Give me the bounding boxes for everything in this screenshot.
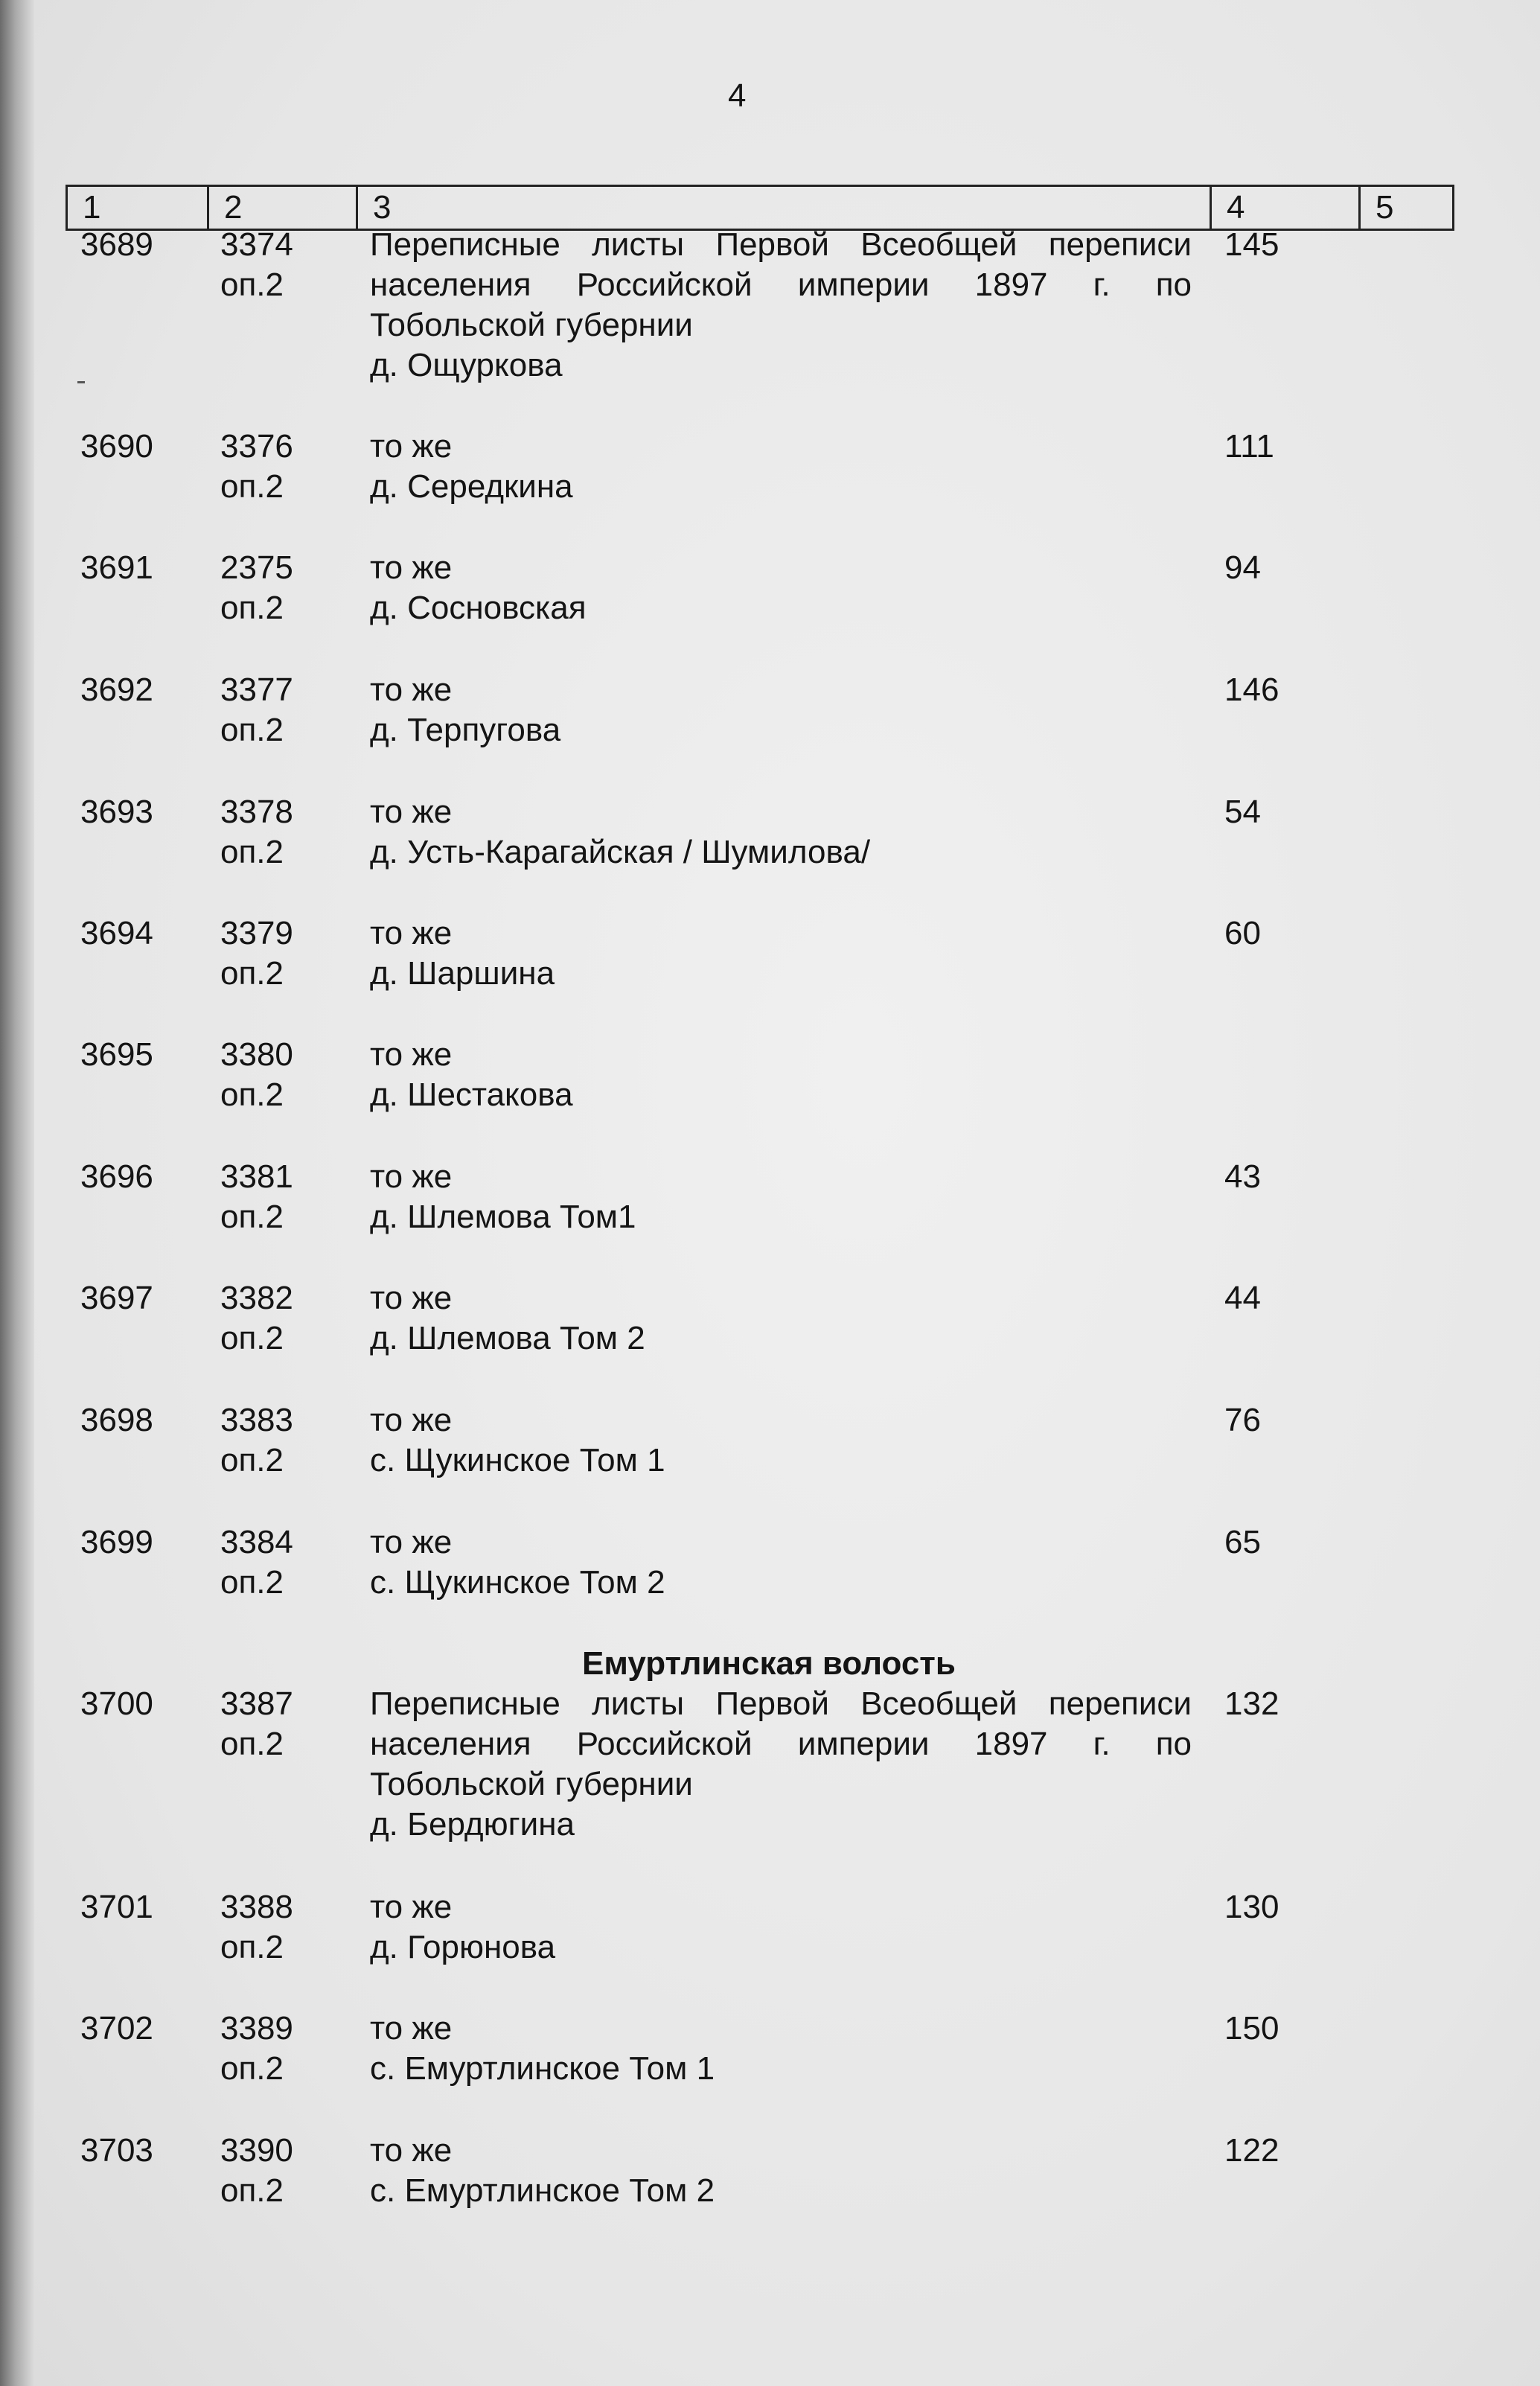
row-number: 3693 — [80, 794, 153, 830]
column-header-4: 4 — [1212, 187, 1361, 229]
description-line: населения Российской империи 1897 г. по — [370, 267, 1192, 303]
sheet-count: 150 — [1224, 2010, 1279, 2047]
storage-unit: 3379 — [220, 915, 293, 951]
inventory: оп.2 — [220, 834, 284, 870]
place-name: д. Шлемова Том 2 — [370, 1320, 645, 1356]
sheet-count: 60 — [1224, 915, 1261, 951]
column-header-3: 3 — [358, 187, 1212, 229]
same-as-above: то же — [370, 2010, 453, 2047]
inventory: оп.2 — [220, 468, 284, 505]
description-line: Тобольской губернии — [370, 1766, 693, 1802]
sheet-count: 94 — [1224, 549, 1261, 586]
same-as-above: то же — [370, 2132, 453, 2169]
place-name: д. Терпугова — [370, 712, 561, 748]
row-number: 3699 — [80, 1524, 153, 1560]
same-as-above: то же — [370, 1889, 453, 1925]
inventory: оп.2 — [220, 267, 284, 303]
inventory: оп.2 — [220, 1929, 284, 1965]
place-name: д. Бердюгина — [370, 1806, 575, 1843]
page-number: 4 — [728, 77, 747, 114]
sheet-count: 54 — [1224, 794, 1261, 830]
row-number: 3695 — [80, 1036, 153, 1073]
inventory: оп.2 — [220, 590, 284, 626]
same-as-above: то же — [370, 915, 453, 951]
same-as-above: то же — [370, 428, 453, 465]
row-number: 3690 — [80, 428, 153, 465]
storage-unit: 3382 — [220, 1280, 293, 1316]
storage-unit: 3390 — [220, 2132, 293, 2169]
place-name: д. Ощуркова — [370, 347, 563, 383]
inventory: оп.2 — [220, 1726, 284, 1762]
sheet-count: 44 — [1224, 1280, 1261, 1316]
row-number: 3692 — [80, 672, 153, 708]
sheet-count: 132 — [1224, 1685, 1279, 1722]
row-number: 3703 — [80, 2132, 153, 2169]
sheet-count: 130 — [1224, 1889, 1279, 1925]
place-name: д. Середкина — [370, 468, 573, 505]
place-name: д. Шлемова Том1 — [370, 1199, 636, 1235]
inventory: оп.2 — [220, 1442, 284, 1479]
storage-unit: 3387 — [220, 1685, 293, 1722]
place-name: с. Щукинское Том 1 — [370, 1442, 665, 1479]
column-header-2: 2 — [209, 187, 358, 229]
row-number: 3689 — [80, 226, 153, 263]
storage-unit: 3389 — [220, 2010, 293, 2047]
section-heading: Емуртлинская волость — [582, 1645, 956, 1682]
row-number: 3702 — [80, 2010, 153, 2047]
column-header-5: 5 — [1376, 189, 1394, 226]
sheet-count: 145 — [1224, 226, 1279, 263]
storage-unit: 3383 — [220, 1402, 293, 1438]
inventory: оп.2 — [220, 712, 284, 748]
description-line: Переписные листы Первой Всеобщей переписи — [370, 226, 1192, 263]
place-name: д. Шестакова — [370, 1076, 573, 1113]
place-name: д. Горюнова — [370, 1929, 556, 1965]
same-as-above: то же — [370, 1524, 453, 1560]
row-number: 3698 — [80, 1402, 153, 1438]
inventory: оп.2 — [220, 955, 284, 992]
place-name: д. Усть-Карагайская / Шумилова/ — [370, 834, 871, 870]
inventory: оп.2 — [220, 1564, 284, 1601]
row-number: 3701 — [80, 1889, 153, 1925]
column-header-1: 1 — [68, 187, 209, 229]
inventory: оп.2 — [220, 2050, 284, 2087]
same-as-above: то же — [370, 549, 453, 586]
storage-unit: 3376 — [220, 428, 293, 465]
place-name: с. Емуртлинское Том 2 — [370, 2172, 715, 2209]
row-number: 3696 — [80, 1158, 153, 1195]
storage-unit: 3380 — [220, 1036, 293, 1073]
description-line: Тобольской губернии — [370, 307, 693, 343]
same-as-above: то же — [370, 1158, 453, 1195]
storage-unit: 3377 — [220, 672, 293, 708]
description-line: населения Российской империи 1897 г. по — [370, 1726, 1192, 1762]
sheet-count: 122 — [1224, 2132, 1279, 2169]
sheet-count: 76 — [1224, 1402, 1261, 1438]
place-name: с. Емуртлинское Том 1 — [370, 2050, 715, 2087]
same-as-above: то же — [370, 794, 453, 830]
row-number: 3697 — [80, 1280, 153, 1316]
place-name: д. Сосновская — [370, 590, 587, 626]
row-number: 3691 — [80, 549, 153, 586]
description-line: Переписные листы Первой Всеобщей переписи — [370, 1685, 1192, 1722]
storage-unit: 3381 — [220, 1158, 293, 1195]
storage-unit: 2375 — [220, 549, 293, 586]
same-as-above: то же — [370, 672, 453, 708]
sheet-count: 111 — [1224, 428, 1274, 465]
inventory: оп.2 — [220, 1199, 284, 1235]
storage-unit: 3388 — [220, 1889, 293, 1925]
same-as-above: то же — [370, 1036, 453, 1073]
inventory: оп.2 — [220, 2172, 284, 2209]
row-number: 3694 — [80, 915, 153, 951]
sheet-count: 43 — [1224, 1158, 1261, 1195]
inventory: оп.2 — [220, 1320, 284, 1356]
place-name: с. Щукинское Том 2 — [370, 1564, 665, 1601]
storage-unit: 3384 — [220, 1524, 293, 1560]
sheet-count: 65 — [1224, 1524, 1261, 1560]
place-name: д. Шаршина — [370, 955, 555, 992]
same-as-above: то же — [370, 1402, 453, 1438]
row-number: 3700 — [80, 1685, 153, 1722]
sheet-count: 146 — [1224, 672, 1279, 708]
same-as-above: то же — [370, 1280, 453, 1316]
inventory: оп.2 — [220, 1076, 284, 1113]
storage-unit: 3374 — [220, 226, 293, 263]
storage-unit: 3378 — [220, 794, 293, 830]
